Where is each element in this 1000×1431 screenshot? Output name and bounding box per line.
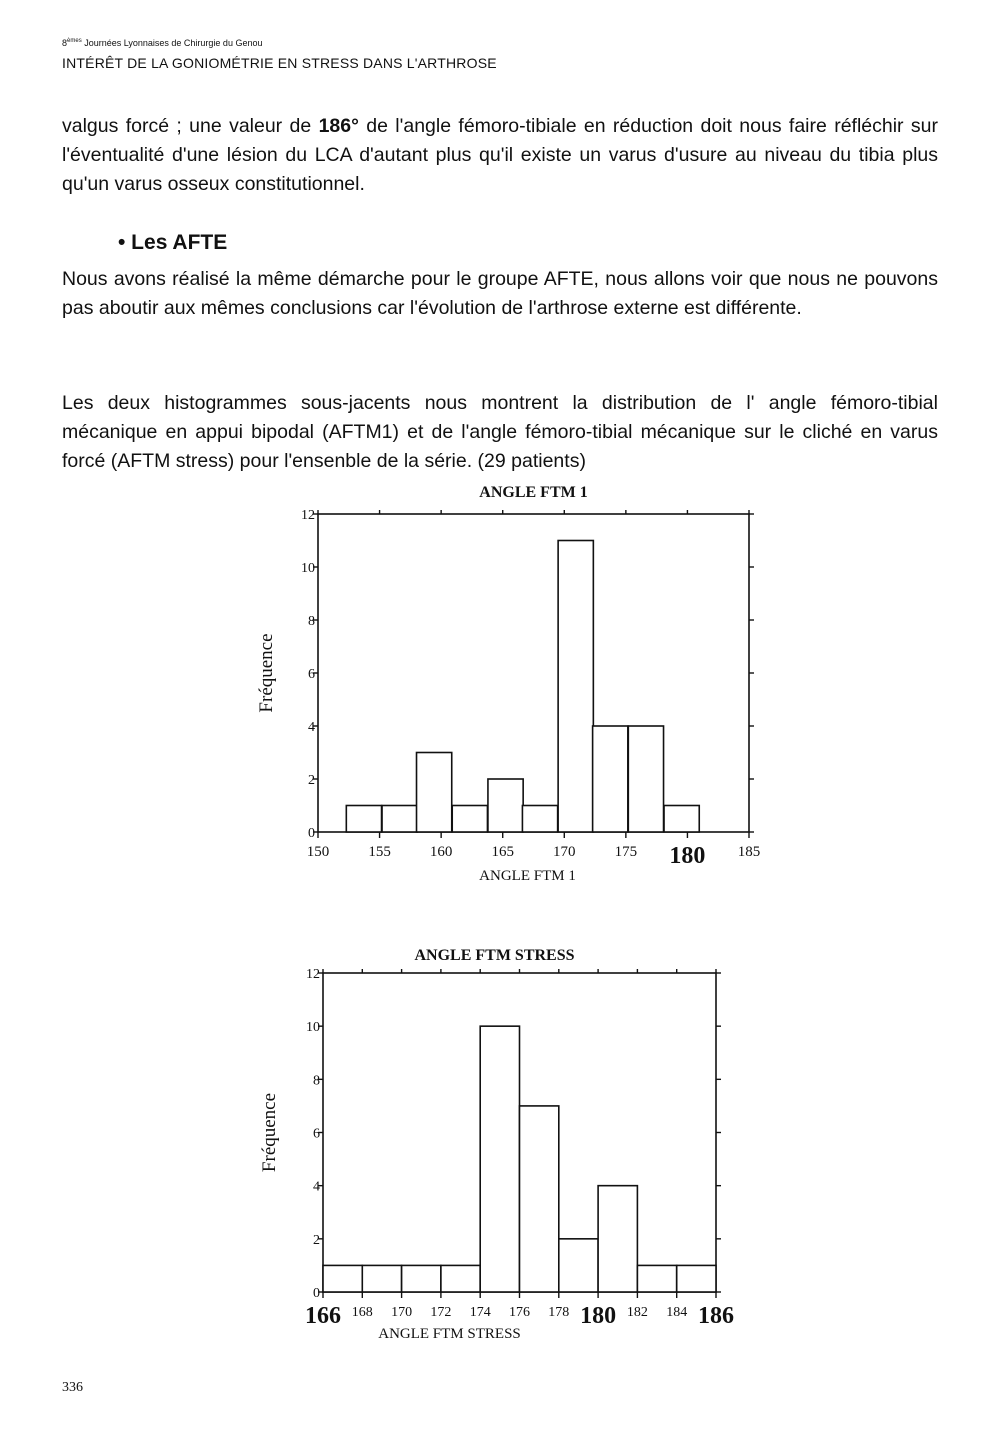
chart2-bar-7 bbox=[598, 1186, 637, 1292]
chart2-bar-2 bbox=[402, 1265, 441, 1292]
chart2-x-tick-label-2: 170 bbox=[391, 1305, 413, 1320]
chart1-plot-frame bbox=[318, 514, 749, 832]
running-header-conference: 8èmes Journées Lyonnaises de Chirurgie du Genou bbox=[62, 38, 263, 48]
chart1-y-tick-label-1: 2 bbox=[308, 773, 315, 788]
chart2-x-tick-label-10: 186 bbox=[698, 1303, 734, 1329]
chart1-bar-0 bbox=[346, 806, 381, 833]
chart1-bar-1 bbox=[382, 806, 417, 833]
chart1-bar-3 bbox=[452, 806, 487, 833]
chart1-y-tick-label-3: 6 bbox=[308, 667, 315, 682]
chart1-x-tick-label-4: 170 bbox=[553, 844, 576, 860]
chart1-bar-4 bbox=[488, 779, 523, 832]
chart1-bar-2 bbox=[417, 753, 452, 833]
chart1-bar-7 bbox=[593, 726, 628, 832]
chart1-title: ANGLE FTM 1 bbox=[479, 484, 588, 501]
chart1-y-tick-label-0: 0 bbox=[308, 826, 315, 841]
chart2-bar-6 bbox=[559, 1239, 598, 1292]
chart1-bar-5 bbox=[522, 806, 557, 833]
chart2-plot-frame bbox=[323, 973, 716, 1292]
chart2-x-tick-label-3: 172 bbox=[430, 1305, 452, 1320]
chart2-y-tick-label-6: 12 bbox=[306, 967, 320, 982]
chart1-x-tick-label-1: 155 bbox=[368, 844, 391, 860]
chart1-y-tick-label-5: 10 bbox=[301, 561, 315, 576]
chart2-y-tick-label-1: 2 bbox=[313, 1232, 320, 1248]
chart1-x-tick-label-6: 180 bbox=[669, 843, 706, 869]
chart2-y-tick-label-5: 10 bbox=[306, 1020, 320, 1036]
chart1-x-tick-label-3: 165 bbox=[491, 844, 514, 860]
chart2-x-axis-label: ANGLE FTM STRESS bbox=[378, 1326, 521, 1342]
chart1-x-tick-label-5: 175 bbox=[614, 844, 638, 860]
chart2-y-tick-label-0: 0 bbox=[313, 1286, 320, 1301]
chart1-x-axis-label: ANGLE FTM 1 bbox=[479, 868, 576, 884]
chart2-bar-8 bbox=[637, 1265, 676, 1292]
chart2-bar-1 bbox=[362, 1265, 401, 1292]
chart1-bar-9 bbox=[664, 806, 699, 833]
chart1-y-tick-label-4: 8 bbox=[308, 614, 315, 629]
chart2-x-tick-label-4: 174 bbox=[469, 1305, 491, 1320]
chart2-bar-9 bbox=[677, 1265, 716, 1292]
chart1-bar-8 bbox=[628, 726, 663, 832]
chart2-y-axis-label: Fréquence bbox=[259, 1092, 280, 1173]
chart2-x-tick-label-6: 178 bbox=[548, 1305, 570, 1320]
chart2-x-tick-label-8: 182 bbox=[626, 1305, 648, 1320]
chart2-x-tick-label-9: 184 bbox=[666, 1305, 688, 1320]
chart1-y-tick-label-2: 4 bbox=[308, 720, 315, 735]
paragraph-1: valgus forcé ; une valeur de 186° de l'angle fémoro-tibiale en réduction doit nous faire réfléchir sur l'éventualité d'une lésion du LCA d'autant plus qu'il existe un varus d'usure au niveau du tibia plus qu'un varus osseux constitutionnel. bbox=[62, 115, 938, 195]
chart2-x-tick-label-1: 168 bbox=[351, 1305, 373, 1320]
section-heading-afte: • Les AFTE bbox=[118, 231, 228, 254]
chart2-y-tick-label-3: 6 bbox=[313, 1126, 320, 1142]
chart2-bar-3 bbox=[441, 1265, 480, 1292]
page-number: 336 bbox=[62, 1380, 83, 1395]
chart1-x-tick-label-0: 150 bbox=[306, 844, 330, 860]
chart1-y-tick-label-6: 12 bbox=[301, 508, 315, 523]
chart1-x-tick-label-2: 160 bbox=[429, 844, 453, 860]
chart2-x-tick-label-0: 166 bbox=[305, 1303, 341, 1329]
chart2-x-tick-label-5: 176 bbox=[509, 1305, 530, 1320]
chart2-title: ANGLE FTM STRESS bbox=[414, 947, 575, 964]
chart2-bar-0 bbox=[323, 1265, 362, 1292]
chart2-bar-5 bbox=[520, 1106, 559, 1292]
paragraph-3: Les deux histogrammes sous-jacents nous montrent la distribution de l' angle fémoro-tibial mécanique en appui bipodal (AFTM1) et de l'angle fémoro-tibial mécanique sur le cliché en varus forcé (AFTM stress) pour l'ensenble de la série. (29 patients) bbox=[62, 392, 938, 472]
running-header-title: INTÉRÊT DE LA GONIOMÉTRIE EN STRESS DANS L'ARTHROSE bbox=[62, 55, 497, 71]
chart1-bar-6 bbox=[558, 541, 593, 833]
chart2-y-tick-label-2: 4 bbox=[313, 1179, 320, 1195]
chart2-bar-4 bbox=[480, 1026, 519, 1292]
chart2-y-tick-label-4: 8 bbox=[313, 1073, 320, 1089]
chart1-y-axis-label: Fréquence bbox=[256, 633, 277, 713]
paragraph-2: Nous avons réalisé la même démarche pour le groupe AFTE, nous allons voir que nous ne pouvons pas aboutir aux mêmes conclusions car l'évolution de l'arthrose externe est différente. bbox=[62, 268, 938, 319]
chart1-x-tick-label-7: 185 bbox=[737, 844, 761, 860]
chart2-x-tick-label-7: 180 bbox=[580, 1303, 617, 1329]
